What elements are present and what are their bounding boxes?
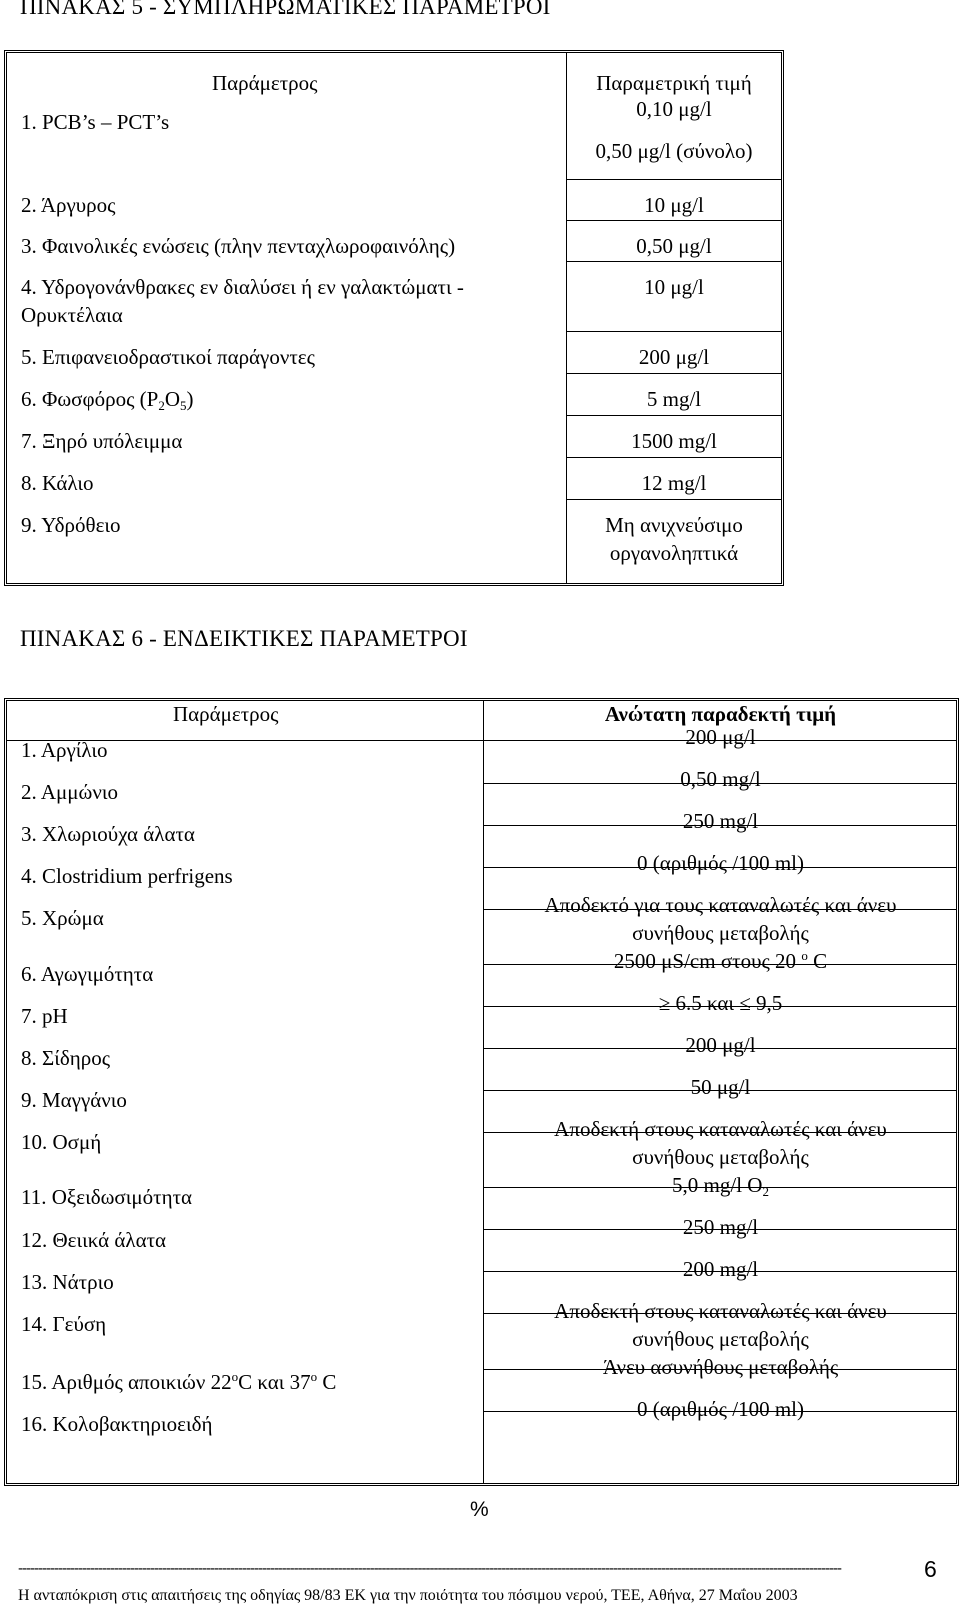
table6-param: 6. Αγωγιμότητα bbox=[21, 962, 154, 986]
table5-param: 4. Υδρογονάνθρακες εν διαλύσει ή εν γαλακτώματι - bbox=[21, 275, 464, 299]
table6-value: συνήθους μεταβολής bbox=[632, 921, 809, 945]
table6-param: 8. Σίδηρος bbox=[21, 1046, 111, 1070]
table5-param: 3. Φαινολικές ενώσεις (πλην πενταχλωροφαινόλης) bbox=[21, 234, 456, 258]
table5-value: οργανοληπτικά bbox=[609, 541, 739, 565]
table5-param: 9. Υδρόθειο bbox=[21, 513, 121, 537]
table5-col2-header: Παραμετρική τιμή bbox=[596, 71, 752, 95]
table6-param: 3. Χλωριούχα άλατα bbox=[21, 822, 195, 846]
table5-divider bbox=[566, 499, 781, 500]
table5-param: 1. PCB’s – PCT’s bbox=[21, 110, 170, 134]
table6-value: 200 mg/l bbox=[682, 1257, 759, 1281]
table5-divider bbox=[566, 415, 781, 416]
table6-param: 9. Μαγγάνιο bbox=[21, 1088, 127, 1112]
table6-param: 10. Οσμή bbox=[21, 1130, 102, 1154]
table5-value: 12 mg/l bbox=[641, 471, 707, 495]
table6-param: 1. Αργίλιο bbox=[21, 738, 108, 762]
table6-param: 12. Θειικά άλατα bbox=[21, 1228, 167, 1252]
table6-value: 50 μg/l bbox=[690, 1075, 751, 1099]
table5-value: 10 μg/l bbox=[644, 193, 704, 217]
table6-col1-header: Παράμετρος bbox=[173, 702, 279, 726]
table5-heading: ΠΙΝΑΚΑΣ 5 - ΣΥΜΠΛΗΡΩΜΑΤΙΚΕΣ ΠΑΡΑΜΕΤΡΟΙ bbox=[20, 0, 551, 19]
table5-param: 7. Ξηρό υπόλειμμα bbox=[21, 429, 183, 453]
table6-heading: ΠΙΝΑΚΑΣ 6 - ΕΝΔΕΙΚΤΙΚΕΣ ΠΑΡΑΜΕΤΡΟΙ bbox=[20, 626, 468, 651]
table5-param: 2. Άργυρος bbox=[21, 193, 116, 217]
table6-value: Αποδεκτή στους καταναλωτές και άνευ bbox=[554, 1117, 887, 1141]
table6-value: 2500 μS/cm στους 20 $^o$ C bbox=[613, 948, 828, 973]
table6-value: 250 mg/l bbox=[682, 809, 759, 833]
table5-divider bbox=[566, 261, 781, 262]
table5-value: 0,50 μg/l (σύνολο) bbox=[595, 139, 753, 163]
table6-param: 16. Κολοβακτηριοειδή bbox=[21, 1412, 213, 1436]
table6-param: 11. Οξειδωσιμότητα bbox=[21, 1185, 193, 1209]
table6-param: 2. Αμμώνιο bbox=[21, 780, 118, 804]
table6-param: 13. Νάτριο bbox=[21, 1270, 114, 1294]
table6-value: συνήθους μεταβολής bbox=[632, 1145, 809, 1169]
table6-value: 0,50 mg/l bbox=[680, 767, 761, 791]
table6-param: 14. Γεύση bbox=[21, 1312, 107, 1336]
table5-value: 0,50 μg/l bbox=[636, 234, 712, 258]
footer-text: Η ανταπόκριση στις απαιτήσεις της οδηγίας 98/83 ΕΚ για την ποιότητα του πόσιμου νερού, ΤΕΕ, Αθήνα, 27 Μαΐου 2003 bbox=[18, 1587, 798, 1604]
table6-param: 4. Clostridium perfrigens bbox=[21, 864, 233, 888]
table5-value: 200 μg/l bbox=[638, 345, 710, 369]
table5-divider bbox=[566, 373, 781, 374]
table5-param: 5. Επιφανειοδραστικοί παράγοντες bbox=[21, 345, 315, 369]
table5-value: 1500 mg/l bbox=[631, 429, 717, 453]
table6-value: Άνευ ασυνήθους μεταβολής bbox=[602, 1355, 839, 1379]
percent-sign: % bbox=[470, 1498, 489, 1521]
page-number: 6 bbox=[924, 1556, 937, 1582]
table6-value: Αποδεκτή στους καταναλωτές και άνευ bbox=[554, 1299, 887, 1323]
table5-divider bbox=[566, 457, 781, 458]
table6-col2-header: Ανώτατη παραδεκτή τιμή bbox=[604, 702, 837, 726]
table5-value: 0,10 μg/l bbox=[636, 97, 712, 121]
table5-value: 5 mg/l bbox=[646, 387, 702, 411]
table5-divider bbox=[566, 331, 781, 332]
table5-param: Ορυκτέλαια bbox=[21, 303, 123, 327]
table6-param: 5. Χρώμα bbox=[21, 906, 104, 930]
table6-value: 200 μg/l bbox=[685, 1033, 756, 1057]
table5-col1-header: Παράμετρος bbox=[212, 71, 318, 95]
table6-value: 5,0 mg/l $O_2$ bbox=[672, 1173, 769, 1199]
table5-divider bbox=[566, 179, 781, 180]
table5-param: 6. Φωσφόρος $(P_2O_5)$ bbox=[21, 387, 194, 413]
table6-value: 0 (αριθμός /100 ml) bbox=[636, 1397, 804, 1421]
table5-column-divider bbox=[566, 53, 567, 583]
footer-dashes: -------------------------------------------------------------------------------------------------------------------------------------------------------------------------------------------------------------- bbox=[18, 1561, 841, 1576]
table6-value: 0 (αριθμός /100 ml) bbox=[636, 851, 804, 875]
table5-value: Μη ανιχνεύσιμο bbox=[605, 513, 743, 537]
table5-divider bbox=[566, 220, 781, 221]
table6-param: 7. pH bbox=[21, 1004, 68, 1028]
table6-value: 250 mg/l bbox=[682, 1215, 759, 1239]
table6-value: 200 μg/l bbox=[685, 725, 756, 749]
table6-value: ≥ 6.5 και ≤ 9,5 bbox=[658, 991, 783, 1015]
table5-value: 10 μg/l bbox=[644, 275, 704, 299]
table6-value: Αποδεκτό για τους καταναλωτές και άνευ bbox=[544, 893, 897, 917]
table5-param: 8. Κάλιο bbox=[21, 471, 94, 495]
table6-value: συνήθους μεταβολής bbox=[632, 1327, 809, 1351]
table5 bbox=[4, 50, 784, 586]
table6-param: 15. Αριθμός αποικιών 22$^o$C και 37$^o$ C bbox=[21, 1369, 337, 1394]
table6-column-divider bbox=[483, 701, 484, 1483]
table6 bbox=[4, 698, 959, 1486]
